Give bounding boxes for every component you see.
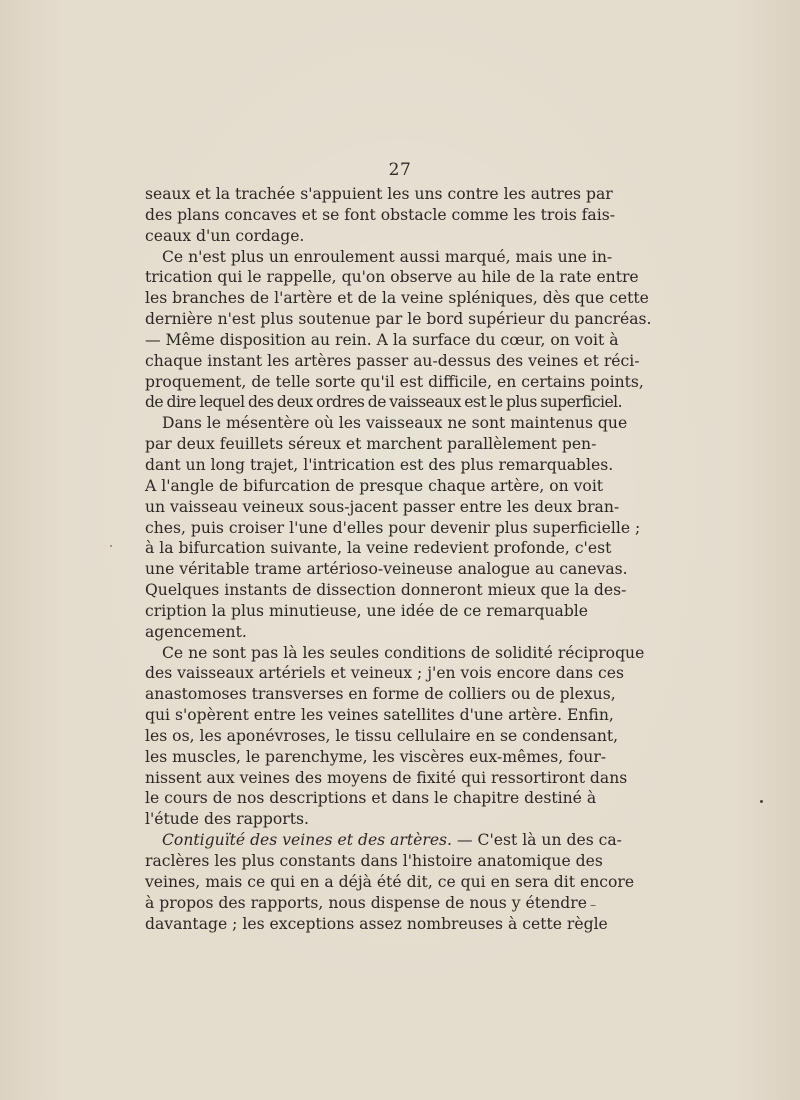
text-line: les muscles, le parenchyme, les viscères eux-mêmes, four- [145,747,607,766]
text-line: cription la plus minutieuse, une idée de ce remarquable [145,601,589,620]
text-line: dernière n'est plus soutenue par le bord supérieur du pancréas. [145,310,652,329]
text-line: agencement. [145,622,247,641]
text-line: davantage ; les exceptions assez nombreuses à cette règle [145,914,608,933]
text-line: seaux et la trachée s'appuient les uns contre les autres par [145,185,613,203]
text-line: — Même disposition au rein. A la surface du cœur, on voit à [145,330,619,349]
text-line: nissent aux veines des moyens de fixité qui ressortiront dans [145,768,628,787]
paragraph-start: Dans le mésentère où les vaisseaux ne sont maintenus que [162,414,628,433]
text-line: trication qui le rappelle, qu'on observe au hile de la rate entre [145,268,639,287]
text-line: Quelques instants de dissection donneront mieux que la des- [145,581,627,600]
section-heading-continuation: — C'est là un des ca- [452,831,622,850]
ink-speck [760,800,763,803]
body-text [145,184,652,934]
text-line: à propos des rapports, nous dispense de nous y étendre [145,893,587,912]
ink-speck [110,545,112,547]
text-line: par deux feuillets séreux et marchent parallèlement pen- [145,435,597,454]
text-line: ches, puis croiser l'une d'elles pour devenir plus superficielle ; [145,518,641,537]
text-line: ceaux d'un cordage. [145,226,305,245]
ink-speck [590,905,596,906]
paragraph-start: Ce ne sont pas là les seules conditions de solidité réciproque [162,643,645,662]
text-line: anastomoses transverses en forme de colliers ou de plexus, [145,685,616,704]
paragraph-start: Ce n'est plus un enroulement aussi marqué, mais une in- [162,247,613,266]
text-line: l'étude des rapports. [145,810,309,829]
text-line: A l'angle de bifurcation de presque chaque artère, on voit [145,476,604,495]
text-line: qui s'opèrent entre les veines satellites d'une artère. Enfin, [145,706,614,725]
text-line: le cours de nos descriptions et dans le chapitre destiné à [145,789,597,808]
section-heading: Contiguïté des veines et des artères. [162,831,453,850]
text-line: des vaisseaux artériels et veineux ; j'en vois encore dans ces [145,664,624,683]
text-line: veines, mais ce qui en a déjà été dit, ce qui en sera dit encore [145,872,635,891]
text-line: raclères les plus constants dans l'histoire anatomique des [145,852,603,870]
text-line: dant un long trajet, l'intrication est des plus remarquables. [145,455,614,474]
text-line: de dire lequel des deux ordres de vaisseaux est le plus superficiel. [145,393,622,412]
text-line: proquement, de telle sorte qu'il est difficile, en certains points, [145,372,644,391]
text-line: les os, les aponévroses, le tissu cellulaire en se condensant, [145,726,619,745]
text-line: à la bifurcation suivante, la veine redevient profonde, c'est [145,539,612,558]
page-number: 27 [388,160,412,180]
text-line: des plans concaves et se font obstacle comme les trois fais- [145,205,615,224]
text-line: chaque instant les artères passer au-dessus des veines et réci- [145,351,640,370]
text-line: les branches de l'artère et de la veine spléniques, dès que cette [145,289,649,308]
section-heading-line [145,830,622,851]
text-line: une véritable trame artérioso-veineuse analogue au canevas. [145,560,628,579]
text-line: un vaisseau veineux sous-jacent passer entre les deux bran- [145,497,620,516]
